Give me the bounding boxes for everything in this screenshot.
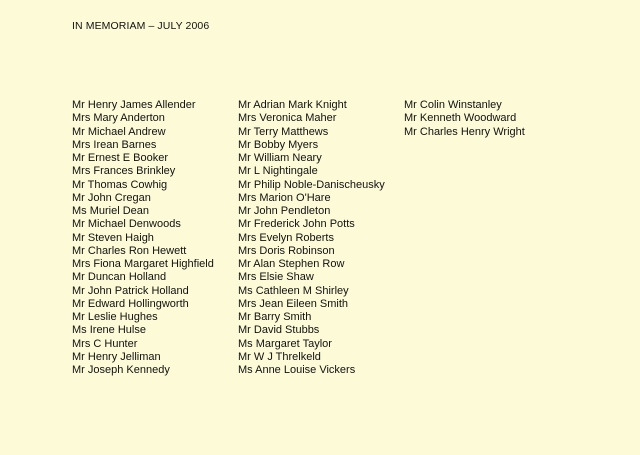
memorial-name: Mr Frederick John Potts (238, 218, 355, 231)
memorial-name: Mr Leslie Hughes (72, 311, 158, 323)
memorial-name: Mrs Elsie Shaw (238, 271, 314, 284)
memorial-name: Mr W J Threlkeld (238, 350, 321, 363)
memorial-name: Mr Charles Henry Wright (404, 125, 525, 138)
memorial-name: Mr Adrian Mark Knight (238, 99, 347, 111)
memorial-name: Mr Henry Jelliman (72, 350, 161, 363)
memorial-name: Mr John Cregan (72, 191, 151, 204)
memorial-name: Ms Cathleen M Shirley (238, 284, 349, 297)
memorial-name: Mrs Marion O'Hare (238, 191, 331, 204)
memorial-name: Mr Edward Hollingworth (72, 297, 189, 310)
memorial-name: Mrs Veronica Maher (238, 112, 337, 125)
memorial-name: Mr Philip Noble-Danischeusky (238, 178, 385, 191)
names-column-3 (404, 99, 525, 139)
memorial-name: Mr Ernest E Booker (72, 152, 168, 164)
memorial-name: Mr L Nightingale (238, 165, 318, 178)
memorial-name: Mr Michael Andrew (72, 125, 166, 138)
memorial-name: Mr John Patrick Holland (72, 284, 189, 297)
memorial-name: Mr Michael Denwoods (72, 218, 181, 231)
memorial-name: Mrs Fiona Margaret Highfield (72, 258, 214, 270)
memorial-name: Mrs Doris Robinson (238, 244, 335, 257)
memorial-name: Mr John Pendleton (238, 205, 331, 217)
memorial-name: Mr Bobby Myers (238, 138, 319, 151)
names-column-1 (72, 99, 214, 377)
memorial-name: Mr Steven Haigh (72, 231, 154, 244)
memorial-name: Ms Muriel Dean (72, 205, 150, 217)
memorial-name: Mrs Mary Anderton (72, 112, 165, 125)
memorial-name: Mr Kenneth Woodward (404, 112, 517, 125)
memorial-name: Mr Joseph Kennedy (72, 364, 170, 376)
memorial-name: Mrs Irean Barnes (72, 138, 157, 151)
memorial-name: Mr Thomas Cowhig (72, 178, 168, 191)
memorial-name: Mr Barry Smith (238, 311, 312, 323)
memorial-name: Mrs Evelyn Roberts (238, 231, 334, 244)
memorial-name: Mr Duncan Holland (72, 271, 167, 284)
memorial-name: Mr William Neary (238, 152, 322, 164)
names-column-2 (238, 99, 385, 377)
memorial-name: Ms Irene Hulse (72, 324, 146, 337)
memorial-name: Mr Charles Ron Hewett (72, 244, 187, 257)
memorial-name: Ms Anne Louise Vickers (238, 364, 356, 376)
memorial-name: Mr Colin Winstanley (404, 99, 502, 111)
memorial-name: Mr Henry James Allender (72, 99, 196, 111)
memorial-name: Mr Alan Stephen Row (238, 258, 345, 270)
memorial-name: Mr Terry Matthews (238, 125, 329, 138)
memorial-name: Mr David Stubbs (238, 324, 320, 337)
memorial-name: Mrs Frances Brinkley (72, 165, 176, 178)
memorial-name: Ms Margaret Taylor (238, 337, 332, 350)
memorial-name: Mrs C Hunter (72, 337, 138, 350)
page-title: IN MEMORIAM – JULY 2006 (72, 20, 210, 32)
memorial-name: Mrs Jean Eileen Smith (238, 297, 349, 310)
